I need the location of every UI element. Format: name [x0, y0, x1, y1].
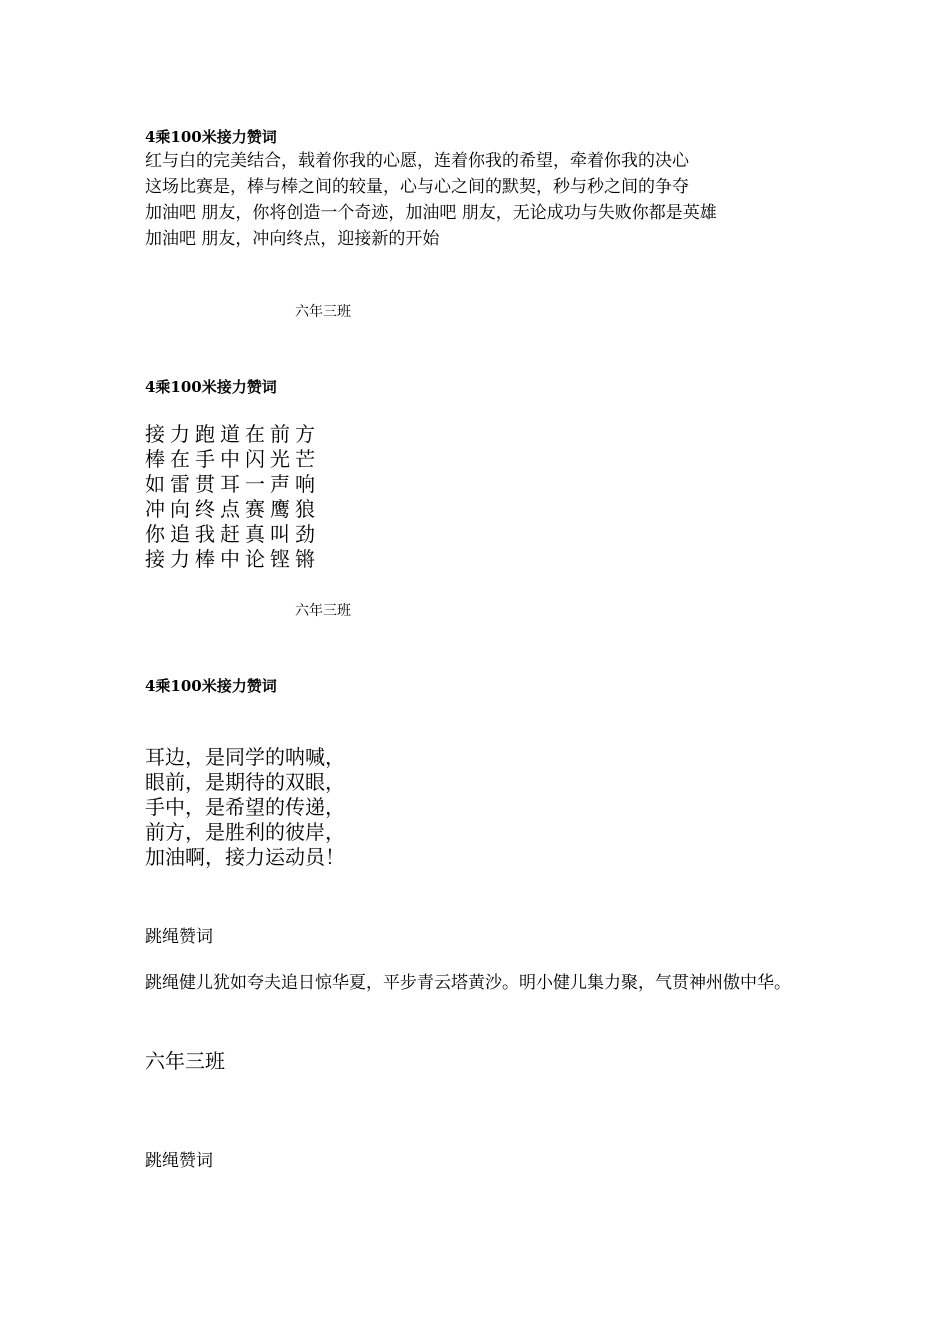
section-1-class: 六年三班	[295, 304, 351, 320]
section-1-title: 4乘100米接力赞词	[145, 128, 277, 146]
section-2-title: 4乘100米接力赞词	[145, 378, 277, 396]
section-2-poem	[145, 422, 320, 572]
section-5-title: 跳绳赞词	[145, 1151, 213, 1171]
poem-line: 接力跑道在前方	[145, 422, 320, 446]
section-3-poem	[145, 745, 345, 870]
section-4-class: 六年三班	[145, 1049, 225, 1073]
poem-line: 前方，是胜利的彼岸，	[145, 820, 345, 844]
text-line: 红与白的完美结合，载着你我的心愿，连着你我的希望，牵着你我的决心	[145, 151, 689, 171]
text-line: 这场比赛是，棒与棒之间的较量，心与心之间的默契，秒与秒之间的争夺	[145, 177, 689, 197]
text-line: 加油吧 朋友，你将创造一个奇迹，加油吧 朋友，无论成功与失败你都是英雄	[145, 203, 717, 223]
poem-line: 如雷贯耳一声响	[145, 472, 320, 496]
poem-line: 你追我赶真叫劲	[145, 522, 320, 546]
section-4-title: 跳绳赞词	[145, 927, 213, 947]
poem-line: 耳边，是同学的呐喊，	[145, 745, 345, 769]
poem-line: 接力棒中论铿锵	[145, 547, 320, 571]
section-3-title: 4乘100米接力赞词	[145, 677, 277, 695]
section-2-class: 六年三班	[295, 603, 351, 619]
poem-line: 棒在手中闪光芒	[145, 447, 320, 471]
poem-line: 加油啊，接力运动员！	[145, 845, 345, 869]
poem-line: 眼前，是期待的双眼，	[145, 770, 345, 794]
text-line: 加油吧 朋友，冲向终点，迎接新的开始	[145, 229, 440, 249]
poem-line: 手中，是希望的传递，	[145, 795, 345, 819]
poem-line: 冲向终点赛鹰狼	[145, 497, 320, 521]
section-1-body	[145, 148, 717, 252]
section-4-text: 跳绳健儿犹如夸夫追日惊华夏，平步青云塔黄沙。明小健儿集力聚，气贯神州傲中华。	[145, 973, 791, 993]
